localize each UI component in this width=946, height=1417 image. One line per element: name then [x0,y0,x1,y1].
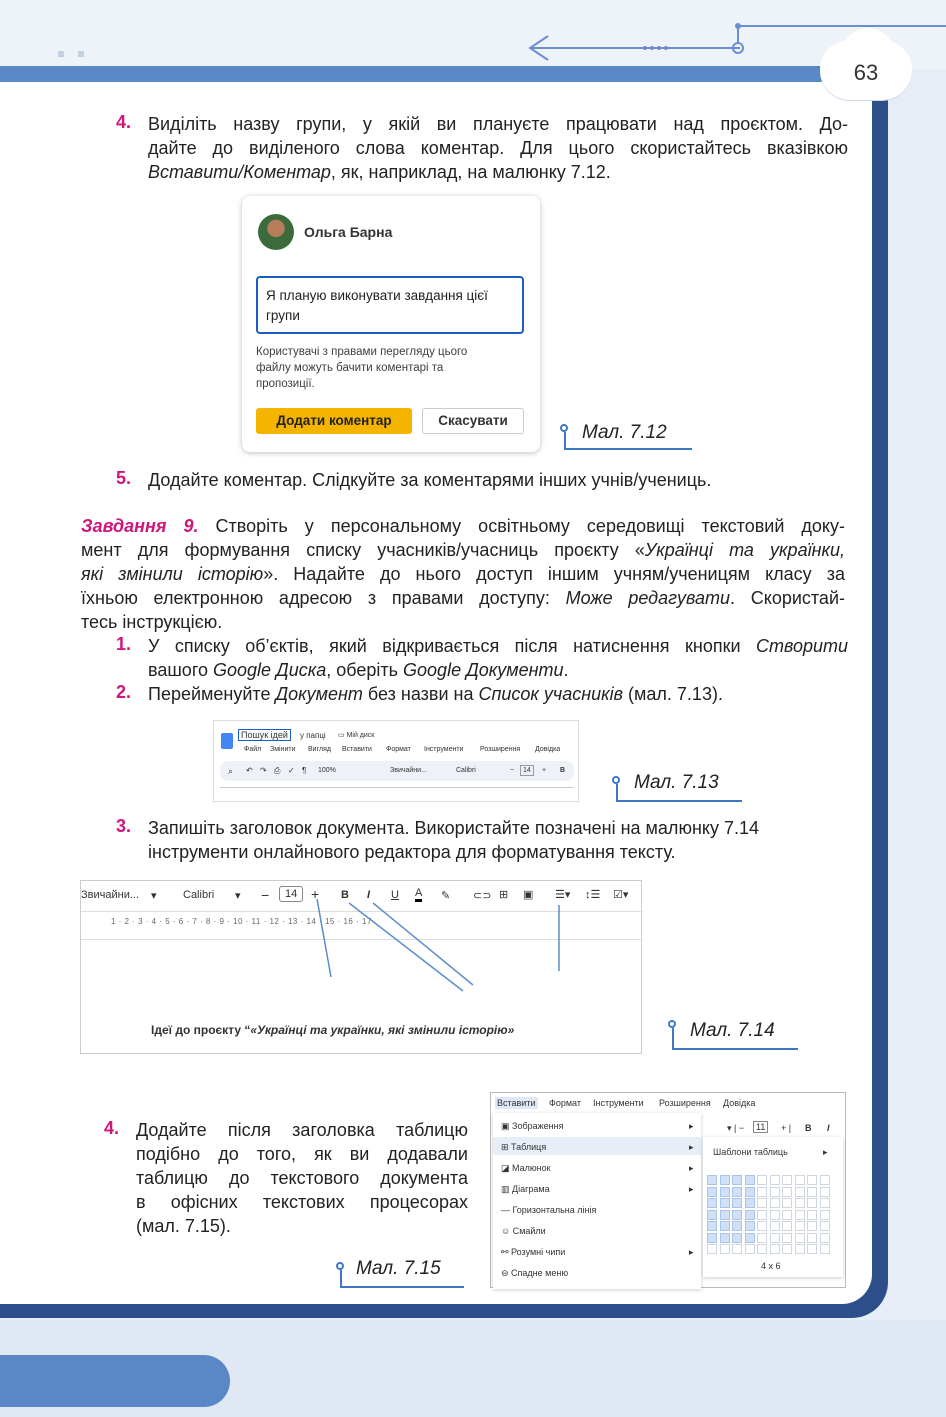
task-italic: Список учасників [478,684,624,704]
chevron-right-icon: ▸ [689,1121,694,1131]
menu-label: Таблиця [511,1142,547,1152]
table-grid-cell[interactable] [757,1221,767,1231]
search-icon[interactable]: ⌕ [228,766,234,776]
task-text: без назви на [362,684,479,704]
step-number: 2. [116,682,132,702]
header-bar [0,66,900,82]
menu-item-help[interactable]: Довідка [535,746,561,753]
comment-input[interactable] [256,276,524,334]
task-text: . Скористай- [730,588,845,608]
table-grid-cell[interactable] [770,1198,780,1208]
menu-item-edit[interactable]: Змінити [270,746,296,753]
table-grid-cell[interactable] [707,1233,717,1243]
table-grid-cell[interactable] [795,1233,805,1243]
task-line [81,562,845,586]
style-select[interactable]: Звичайни... [81,889,140,901]
zoom-select[interactable]: 100% [318,767,336,774]
task-9 [81,514,845,634]
font-size-input[interactable]: 11 [753,1121,768,1133]
caption-line [340,1286,464,1288]
heading-italic: «Українці та українки, які змінили історію» [250,1023,515,1037]
menu-horizontal-line[interactable]: — Горизонтальна лінія [501,1205,597,1215]
align-icon[interactable]: ☰▾ [555,889,571,901]
page-number: 63 [853,60,879,85]
print-icon[interactable]: ⎙ [274,766,281,775]
menu-table[interactable]: ⊞ Таблиця [501,1142,547,1152]
line-spacing-icon[interactable]: ↕☰ [585,889,601,901]
ruler-line [220,787,574,788]
table-grid-cell[interactable] [795,1175,805,1185]
table-grid-cell[interactable] [732,1233,742,1243]
step-number: 1. [116,634,132,654]
caption-line [616,800,742,802]
task-text: . [563,660,569,680]
chevron-right-icon: ▸ [823,1147,828,1157]
table-grid-cell[interactable] [795,1221,805,1231]
undo-icon[interactable]: ↶ [246,766,253,775]
text-color-button[interactable]: A [415,887,422,902]
table-grid-cell[interactable] [770,1244,780,1254]
task-text: , оберіть [326,660,404,680]
figure-caption: Мал. 7.13 [634,772,719,793]
step-3-text [148,816,848,864]
task-text: У списку об’єктів, який відкривається після натиснення кнопки [148,636,756,656]
menu-emoji[interactable]: ☺ Смайли [501,1226,546,1236]
task-line [81,586,845,610]
annotation-arrows-icon [81,881,643,1055]
italic-button[interactable]: I [827,1123,830,1133]
font-select[interactable]: Calibri [456,767,476,774]
table-grid-cell[interactable] [795,1244,805,1254]
table-templates[interactable]: Шаблони таблиць [713,1147,788,1157]
table-size-grid[interactable] [707,1175,839,1257]
table-grid-cell[interactable] [707,1244,717,1254]
font-select[interactable]: Calibri [183,889,215,901]
menu-item-file[interactable]: Файл [244,746,262,753]
table-grid-cell[interactable] [820,1244,830,1254]
menu-item-insert[interactable]: Вставити [342,746,372,753]
table-grid-cell[interactable] [757,1187,767,1197]
table-grid-cell[interactable] [807,1221,817,1231]
task-italic: Google Документи [403,660,564,680]
task-italic: Українці та українки, [644,540,845,560]
menu-item-format[interactable]: Формат [549,1098,581,1108]
table-grid-cell[interactable] [807,1233,817,1243]
table-grid-cell[interactable] [732,1187,742,1197]
step-3-line: Запишіть заголовок документа. Використайте позначені на малюнку 7.14 [148,818,759,838]
figure-caption: Мал. 7.12 [582,422,667,443]
table-grid-cell[interactable] [707,1187,717,1197]
table-grid-cell[interactable] [820,1233,830,1243]
menu-drawing[interactable]: ◪ Малюнок [501,1163,551,1173]
font-size-minus-icon[interactable]: − [510,767,515,774]
task-step-2 [148,682,723,706]
drive-name: Мій диск [346,732,375,739]
chevron-right-icon: ▸ [689,1184,694,1194]
comment-note: пропозиції. [256,378,315,390]
comment-note: Користувачі з правами перегляду цього [256,346,468,358]
figure-caption: Мал. 7.15 [356,1258,441,1279]
menu-label: Спадне меню [511,1268,569,1278]
chevron-right-icon: ▸ [689,1163,694,1173]
docs-toolbar [220,761,574,781]
font-size-plus-icon[interactable]: + | [781,1123,792,1133]
docs-header [213,720,579,802]
link-icon[interactable]: ⊂⊃ [473,890,492,902]
table-grid-cell[interactable] [820,1198,830,1208]
table-grid-cell[interactable] [732,1244,742,1254]
formatting-toolbar-figure [80,880,642,1054]
menu-item-extensions[interactable]: Розширення [659,1098,711,1108]
table-grid-cell[interactable] [732,1198,742,1208]
table-grid-cell[interactable] [795,1210,805,1220]
menu-label: Зображення [512,1121,564,1131]
bottom-bar [0,1355,230,1407]
step-4b-line: (мал. 7.15). [136,1216,231,1236]
table-grid-cell[interactable] [807,1244,817,1254]
table-grid-cell[interactable] [795,1198,805,1208]
table-grid-cell[interactable] [720,1187,730,1197]
table-grid-cell[interactable] [720,1244,730,1254]
task-line [148,634,848,658]
chevron-right-icon: ▸ [689,1142,694,1152]
task-text: (мал. 7.13). [623,684,723,704]
drive-label: ▭ Мій диск [338,732,375,739]
caption-pin-icon [668,1020,676,1028]
task-text: ». Надайте до нього доступ іншим учням/ученицям класу за [263,564,846,584]
chevron-right-icon: ▸ [689,1247,694,1257]
table-grid-cell[interactable] [720,1210,730,1220]
caption-stem [672,1028,674,1048]
bold-button[interactable]: B [341,889,349,901]
task-text: мент для формування списку учасників/учасниць проєкту « [81,540,645,560]
step-number: 4. [104,1118,120,1138]
menu-chart[interactable]: ▥ Діаграма [501,1184,550,1194]
menu-label: Діаграма [512,1184,550,1194]
table-grid-cell[interactable] [820,1175,830,1185]
figure-caption: Мал. 7.14 [690,1020,775,1041]
table-grid-cell[interactable] [745,1210,755,1220]
table-grid-cell[interactable] [770,1187,780,1197]
font-size-input[interactable]: 14 [279,886,303,902]
caption-stem [616,784,618,800]
table-grid-cell[interactable] [757,1210,767,1220]
comment-text: Я планую виконувати завдання цієї [266,288,488,303]
checklist-icon[interactable]: ☑▾ [613,889,629,901]
caption-line [672,1048,798,1050]
caption-stem [564,432,566,448]
table-grid-cell[interactable] [745,1244,755,1254]
cancel-button[interactable]: Скасувати [422,408,524,434]
task-label: Завдання 9. [81,516,199,536]
table-grid-cell[interactable] [770,1233,780,1243]
doc-title-input[interactable]: Пошук ідей [238,729,291,741]
caption-line [564,448,692,450]
step-number: 4. [116,112,132,132]
table-submenu [703,1137,843,1277]
task-line: тесь інструкцією. [81,612,223,632]
menu-label: Смайли [512,1226,546,1236]
table-grid-cell[interactable] [782,1244,792,1254]
table-grid-cell[interactable] [720,1221,730,1231]
task-italic: Створити [755,636,848,656]
menu-dropdown[interactable]: ⊖ Спадне меню [501,1268,569,1278]
task-text: Створіть у персональному освітньому середовищі текстовий доку- [198,516,845,536]
step-4b-line: в офісних текстових процесорах [136,1192,468,1212]
table-grid-cell[interactable] [757,1244,767,1254]
table-grid-cell[interactable] [757,1198,767,1208]
insert-dropdown [493,1113,701,1289]
table-grid-cell[interactable] [770,1221,780,1231]
docs-icon [221,733,233,749]
heading-plain: Ідеї до проєкту “ [151,1023,251,1037]
add-comment-button[interactable]: Додати коментар [256,408,412,434]
step-4-line: Виділіть назву групи, у якій ви плануєте працювати над проєктом. До- [148,114,848,134]
paint-format-icon[interactable]: ¶ [302,766,307,775]
step-4-text [148,112,848,184]
table-grid-cell[interactable] [707,1210,717,1220]
task-line [81,538,845,562]
table-grid-cell[interactable] [757,1175,767,1185]
image-icon[interactable]: ▣ [523,889,534,901]
step-4-italic: Вставити/Коментар [148,162,331,182]
table-grid-cell[interactable] [782,1210,792,1220]
table-grid-cell[interactable] [807,1175,817,1185]
caption-pin-icon [336,1262,344,1270]
table-grid-cell[interactable] [782,1187,792,1197]
table-grid-cell[interactable] [720,1233,730,1243]
table-grid-cell[interactable] [745,1187,755,1197]
menu-image[interactable]: ▣ Зображення [501,1121,564,1131]
caption-pin-icon [560,424,568,432]
redo-icon[interactable]: ↷ [260,766,267,775]
font-size-minus-icon[interactable]: − [261,887,270,903]
table-grid-cell[interactable] [782,1198,792,1208]
table-grid-cell[interactable] [707,1175,717,1185]
table-grid-cell[interactable] [745,1198,755,1208]
comment-card [242,196,540,452]
table-grid-cell[interactable] [707,1221,717,1231]
step-4-line [148,160,848,184]
table-size-label: 4 x 6 [761,1261,781,1271]
table-grid-cell[interactable] [807,1198,817,1208]
italic-button[interactable]: I [367,889,371,901]
bold-icon[interactable]: B [560,767,566,774]
table-grid-cell[interactable] [820,1221,830,1231]
menu-item-tools[interactable]: Інструменти [593,1098,644,1108]
chevron-down-icon: ▾ [151,890,157,902]
underline-button[interactable]: U [391,889,399,901]
task-step-1 [148,634,848,682]
task-italic: Google Диска [213,660,327,680]
table-grid-cell[interactable] [720,1198,730,1208]
step-4b-text [136,1118,468,1238]
font-size-input[interactable]: 14 [520,765,534,776]
menu-item-view[interactable]: Вигляд [308,746,331,753]
menu-item-help[interactable]: Довідка [723,1098,756,1108]
task-text: вашого [148,660,214,680]
task-italic: Документ [275,684,363,704]
avatar [258,214,294,250]
top-dots [58,44,98,52]
step-4b-line: таблицю до текстового документа [136,1168,468,1188]
menu-label: Малюнок [512,1163,551,1173]
table-grid-cell[interactable] [707,1198,717,1208]
table-grid-cell[interactable] [732,1210,742,1220]
comment-note: файлу можуть бачити коментарі та [256,362,444,374]
menu-item-format[interactable]: Формат [386,746,411,753]
table-grid-cell[interactable] [782,1221,792,1231]
table-grid-cell[interactable] [732,1175,742,1185]
table-grid-cell[interactable] [770,1175,780,1185]
menu-item-insert[interactable]: Вставити [497,1098,536,1108]
table-grid-cell[interactable] [757,1233,767,1243]
task-italic: які змінили історію [81,564,264,584]
style-select[interactable]: Звичайни... [390,767,427,774]
table-grid-cell[interactable] [807,1187,817,1197]
step-4b-line: Додайте після заголовка таблицю [136,1120,468,1140]
table-grid-cell[interactable] [770,1210,780,1220]
step-5-text: Додайте коментар. Слідкуйте за коментарями інших учнів/учениць. [148,470,712,490]
comment-author: Ольга Барна [304,224,393,240]
step-4-line: дайте до виділеного слова коментар. Для цього скористайтесь вказівкою [148,138,848,158]
table-grid-cell[interactable] [795,1187,805,1197]
caption-stem [340,1270,342,1286]
step-number: 3. [116,816,132,836]
font-size-plus-icon[interactable]: + [542,767,547,774]
task-italic: Може редагувати [565,588,731,608]
menu-label: Горизонтальна лінія [512,1205,597,1215]
comment-text: групи [266,308,300,323]
task-text: Перейменуйте [148,684,276,704]
table-grid-cell[interactable] [782,1233,792,1243]
table-grid-cell[interactable] [820,1210,830,1220]
menu-label: Розумні чипи [511,1247,566,1257]
font-size-plus-icon[interactable]: + [311,886,320,902]
task-text: їхньою електронною адресою з правами доступу: [81,588,566,608]
step-4b-line: подібно до того, як ви додавали [136,1144,468,1164]
menu-item-tools[interactable]: Інструменти [424,746,464,753]
task-line [81,514,845,538]
caption-pin-icon [612,776,620,784]
folder-label: у папці [300,731,326,740]
highlight-icon[interactable]: ✎ [441,890,451,902]
table-grid-cell[interactable] [745,1233,755,1243]
step-3-line: інструменти онлайнового редактора для форматування тексту. [148,842,676,862]
table-grid-cell[interactable] [720,1175,730,1185]
chevron-down-icon: ▾ | − [727,1123,745,1133]
insert-menu-figure [490,1092,846,1288]
table-grid-cell[interactable] [807,1210,817,1220]
table-grid-cell[interactable] [745,1221,755,1231]
spellcheck-icon[interactable]: ✓ [288,766,295,775]
table-grid-cell[interactable] [820,1187,830,1197]
add-comment-icon[interactable]: ⊞ [499,889,509,901]
table-grid-cell[interactable] [782,1175,792,1185]
step-4-rest: , як, наприклад, на малюнку 7.12. [330,162,611,182]
ruler: 1 · 2 · 3 · 4 · 5 · 6 · 7 · 8 · 9 · 10 · 11 · 12 · 13 · 14 · 15 · 16 · 17 [111,917,372,926]
menu-smart-chips[interactable]: ⚯ Розумні чипи [501,1247,566,1257]
task-line [148,658,848,682]
bold-button[interactable]: B [805,1123,812,1133]
step-number: 5. [116,468,132,488]
table-grid-cell[interactable] [732,1221,742,1231]
chevron-down-icon: ▾ [235,890,241,902]
menu-item-extensions[interactable]: Розширення [480,746,521,753]
table-grid-cell[interactable] [745,1175,755,1185]
